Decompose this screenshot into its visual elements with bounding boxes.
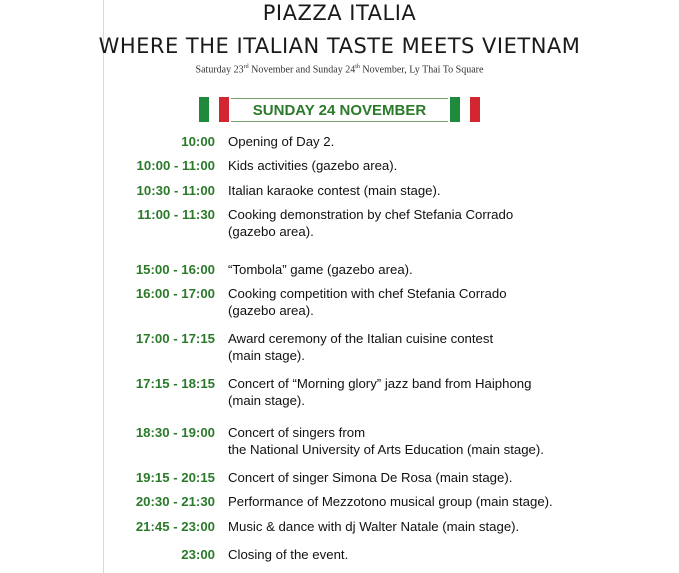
schedule-description: Cooking demonstration by chef Stefania Corrado (gazebo area).	[228, 207, 514, 239]
schedule-time: 17:15 - 18:15	[135, 376, 215, 391]
day-label: SUNDAY 24 NOVEMBER	[231, 98, 448, 122]
schedule-time: 20:30 - 21:30	[135, 494, 215, 509]
schedule-time: 16:00 - 17:00	[135, 286, 215, 301]
schedule-time: 18:30 - 19:00	[135, 425, 215, 440]
flag-stripe-green	[199, 97, 209, 122]
schedule-time: 10:00 - 11:00	[136, 158, 215, 173]
event-tagline: WHERE THE ITALIAN TASTE MEETS VIETNAM	[98, 34, 581, 58]
schedule-description: Closing of the event.	[228, 547, 349, 562]
schedule-time: 17:00 - 17:15	[135, 331, 215, 346]
day-banner	[199, 97, 480, 122]
flag-stripe-white	[209, 97, 219, 122]
schedule-description: Italian karaoke contest (main stage).	[228, 183, 441, 198]
schedule-time: 15:00 - 16:00	[135, 262, 215, 277]
schedule-time: 23:00	[181, 547, 215, 562]
schedule-description: Performance of Mezzotono musical group (main stage).	[228, 494, 553, 509]
schedule-time: 11:00 - 11:30	[137, 207, 215, 222]
schedule-description: Award ceremony of the Italian cuisine contest (main stage).	[228, 331, 494, 363]
schedule-description: Cooking competition with chef Stefania Corrado (gazebo area).	[228, 286, 507, 318]
event-title: PIAZZA ITALIA	[262, 1, 417, 25]
flag-stripe-green	[450, 97, 460, 122]
schedule-description: “Tombola” game (gazebo area).	[228, 262, 413, 277]
schedule-description: Concert of “Morning glory” jazz band from Haiphong (main stage).	[228, 376, 532, 408]
schedule-description: Opening of Day 2.	[228, 134, 335, 149]
italian-flag-icon	[450, 97, 480, 122]
schedule-time: 19:15 - 20:15	[135, 470, 215, 485]
schedule-description: Music & dance with dj Walter Natale (main stage).	[228, 519, 520, 534]
flag-stripe-white	[460, 97, 470, 122]
flag-stripe-red	[470, 97, 480, 122]
flag-stripe-red	[219, 97, 229, 122]
schedule-description: Concert of singers from the National University of Arts Education (main stage).	[228, 425, 544, 457]
schedule-time: 10:00	[181, 134, 215, 149]
schedule-description: Concert of singer Simona De Rosa (main stage).	[228, 470, 513, 485]
schedule-time: 10:30 - 11:00	[136, 183, 215, 198]
event-dates-location: Saturday 23rd November and Sunday 24th November, Ly Thai To Square	[195, 64, 484, 76]
schedule-time: 21:45 - 23:00	[135, 519, 215, 534]
schedule-description: Kids activities (gazebo area).	[228, 158, 398, 173]
italian-flag-icon	[199, 97, 229, 122]
